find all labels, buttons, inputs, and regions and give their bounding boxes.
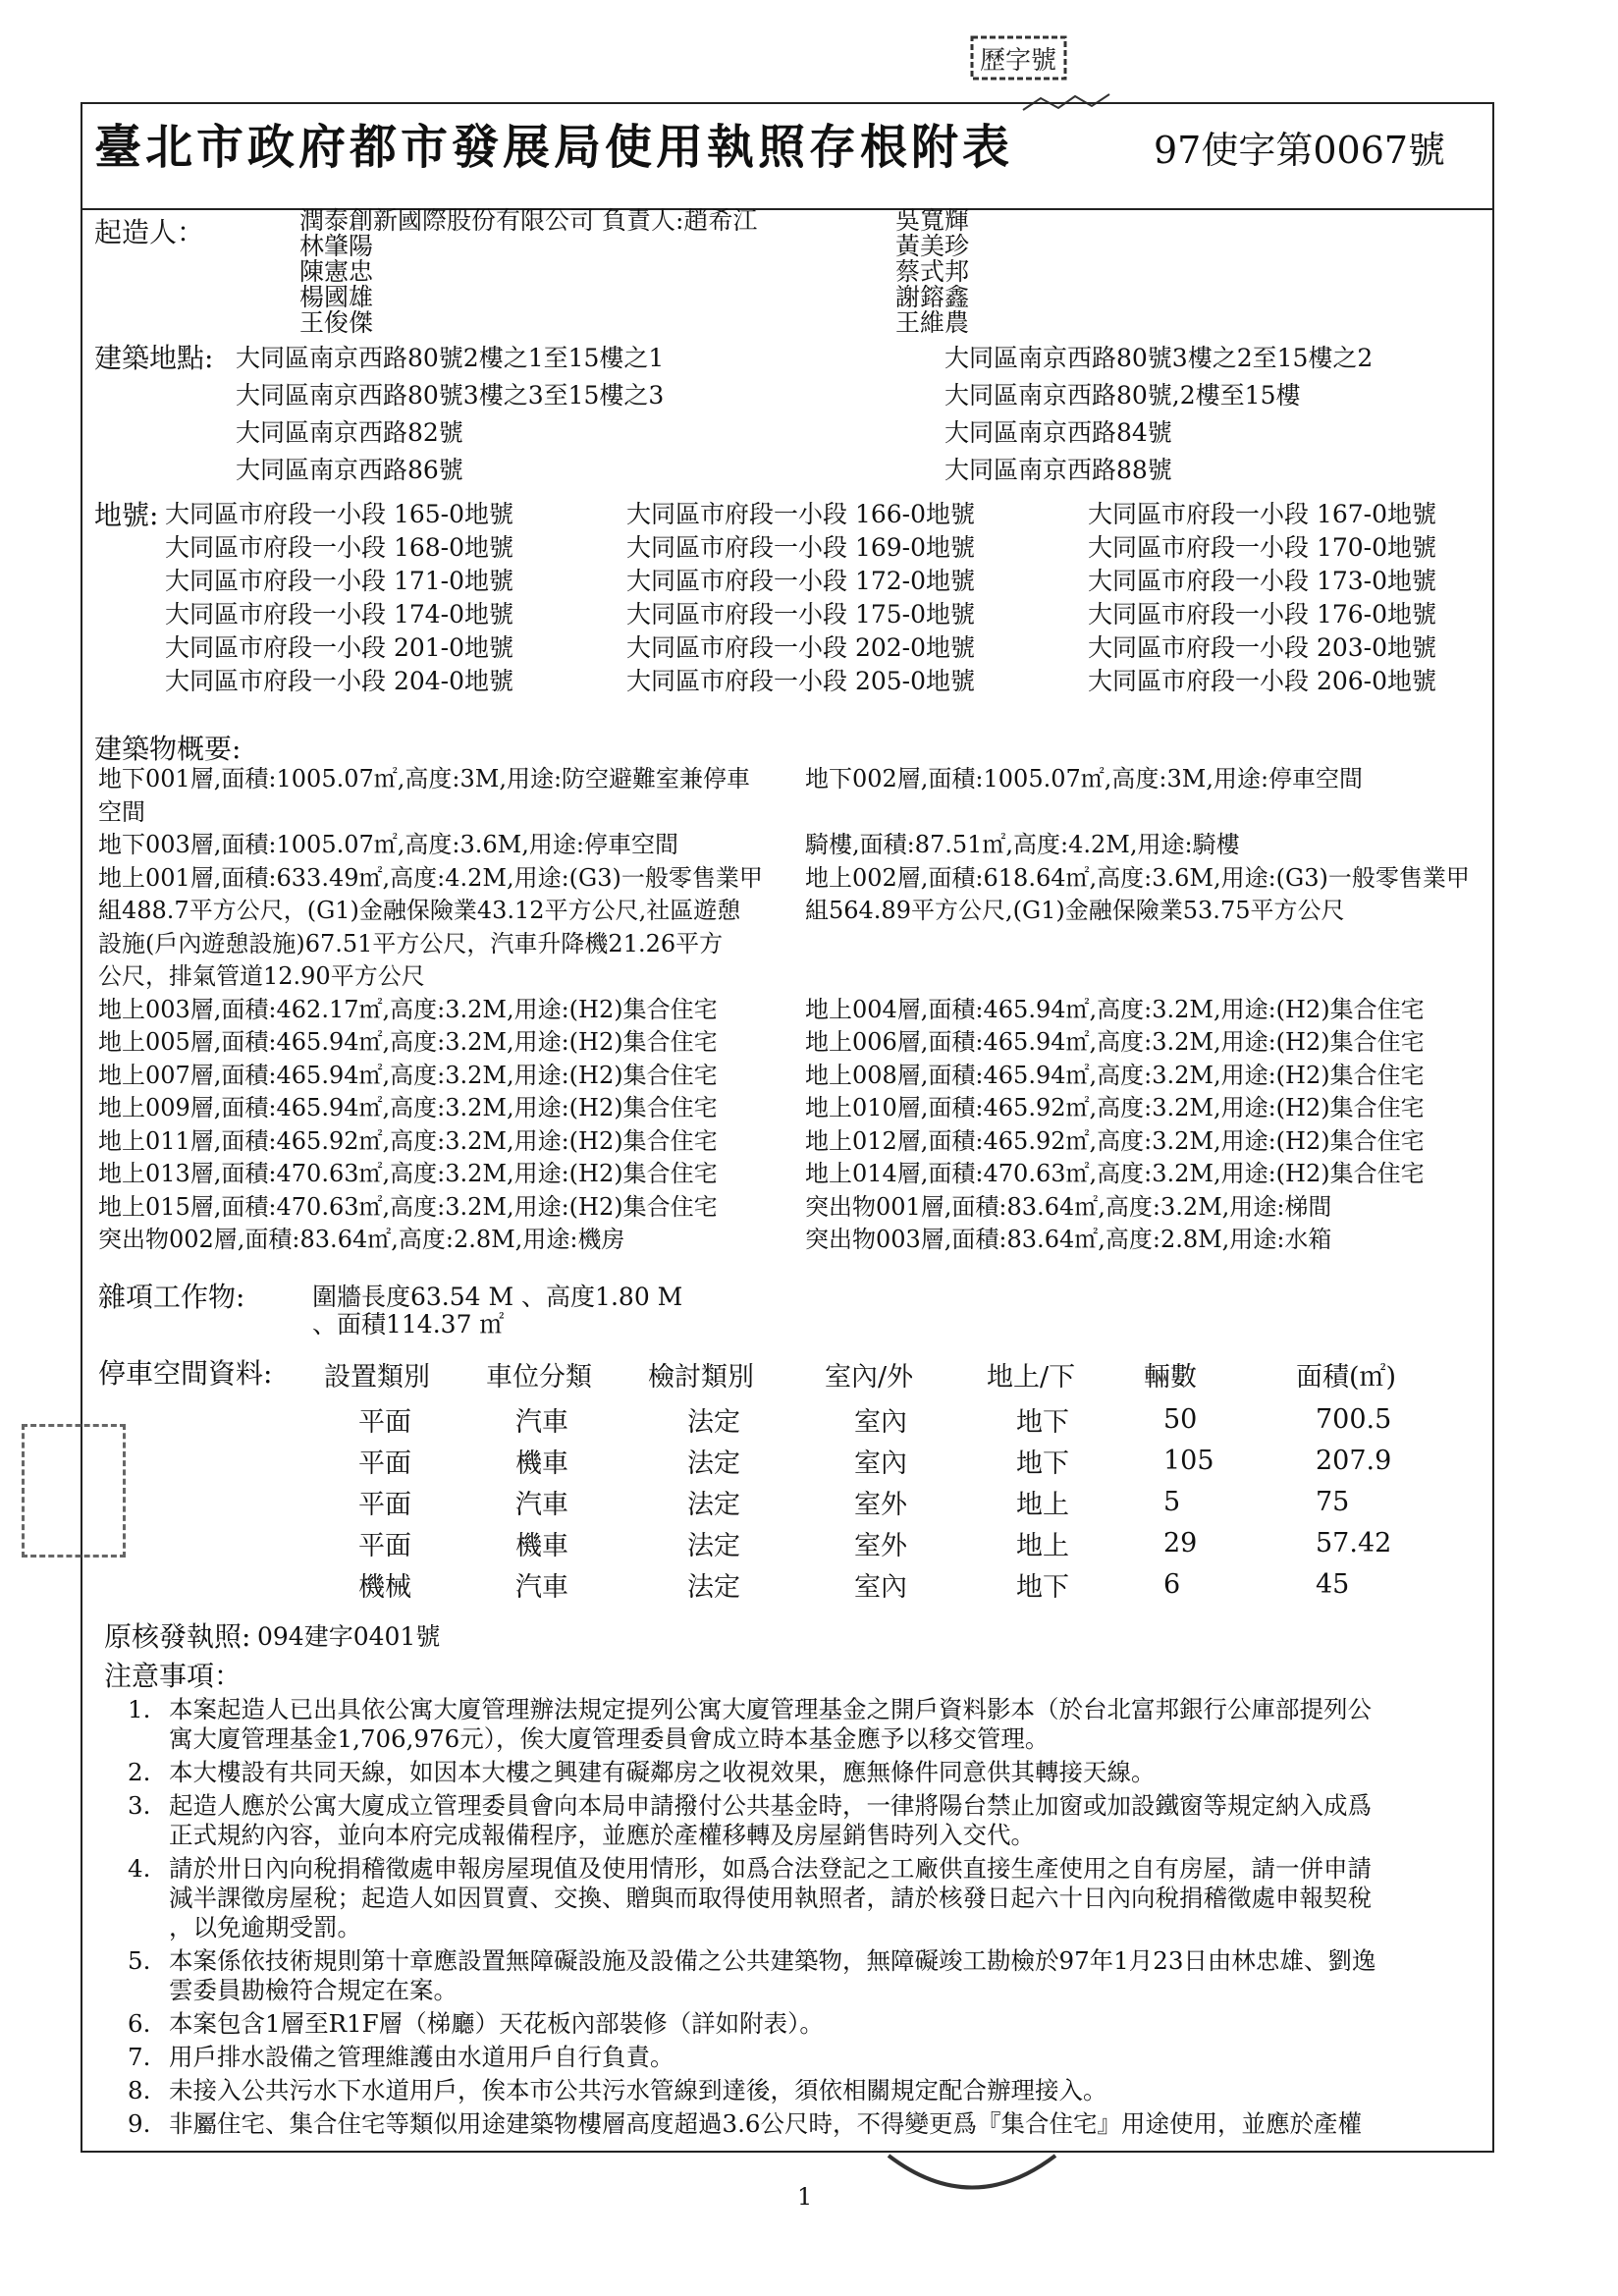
site-8: 大同區南京西路88號 — [944, 456, 1172, 484]
applicant-8: 蔡式邦 — [895, 257, 970, 286]
parking-cell: 機車 — [515, 1448, 568, 1479]
table-row — [324, 1481, 1414, 1522]
building-row-right: 地上014層,面積:470.63㎡,高度:3.2M,用途:(H2)集合住宅 — [805, 1160, 1425, 1187]
parking-cell: 105 — [1163, 1445, 1214, 1476]
lot-item: 大同區市府段一小段 204-0地號 — [165, 667, 514, 695]
parking-cell: 法定 — [687, 1530, 740, 1561]
parking-cell: 室內 — [854, 1448, 907, 1479]
misc-line-1: 圍牆長度63.54 M 、高度1.80 M — [312, 1283, 683, 1311]
note-item — [128, 2009, 1522, 2039]
note-number: 6. — [128, 2009, 151, 2038]
lot-label: 地號: — [94, 499, 159, 531]
side-seal-stamp — [22, 1424, 126, 1558]
site-3: 大同區南京西路80號3樓之3至15樓之3 — [236, 381, 665, 410]
parking-label: 停車空間資料: — [98, 1357, 273, 1390]
building-row-right — [805, 797, 1492, 829]
document-title: 臺北市政府都市發展局使用執照存根附表 — [94, 120, 1014, 175]
site-label: 建築地點: — [94, 342, 214, 374]
building-row-left: 地上011層,面積:465.92㎡,高度:3.2M,用途:(H2)集合住宅 — [98, 1126, 718, 1155]
building-row-left: 設施(戶內遊憩設施)67.51平方公尺，汽車升降機21.26平方 — [98, 929, 724, 957]
table-row — [324, 1522, 1414, 1563]
permit-number: 97使字第0067號 — [1154, 129, 1446, 172]
applicant-2: 林肇陽 — [299, 232, 374, 260]
parking-cell: 地下 — [1016, 1448, 1069, 1479]
note-line: 寓大廈管理基金1,706,976元），俟大廈管理委員會成立時本基金應予以移交管理。 — [169, 1724, 1050, 1753]
parking-header: 地上/下 — [987, 1361, 1076, 1393]
note-line: 用戶排水設備之管理維護由水道用戶自行負責。 — [169, 2043, 674, 2071]
note-line: 請於卅日內向稅捐稽徵處申報房屋現值及使用情形，如爲合法登記之工廠供直接生產使用之自有房屋，請一併申請 — [169, 1854, 1372, 1883]
building-row-right — [805, 961, 1492, 993]
note-item — [128, 1695, 1522, 1754]
lot-item: 大同區市府段一小段 203-0地號 — [1088, 633, 1437, 662]
lot-item: 大同區市府段一小段 173-0地號 — [1088, 567, 1437, 595]
building-row-left: 地上007層,面積:465.94㎡,高度:3.2M,用途:(H2)集合住宅 — [98, 1061, 718, 1089]
applicant-4: 楊國雄 — [299, 283, 374, 311]
page-number: 1 — [797, 2183, 813, 2211]
original-permit-value: 094建字0401號 — [257, 1622, 441, 1651]
parking-cell: 700.5 — [1316, 1403, 1392, 1435]
note-number: 5. — [128, 1946, 151, 1975]
parking-cell: 平面 — [358, 1448, 411, 1479]
lot-item: 大同區市府段一小段 206-0地號 — [1088, 667, 1437, 695]
note-item — [128, 2043, 1522, 2072]
parking-cell: 平面 — [358, 1530, 411, 1561]
parking-cell: 57.42 — [1316, 1527, 1392, 1558]
building-row-right: 地上012層,面積:465.92㎡,高度:3.2M,用途:(H2)集合住宅 — [805, 1126, 1425, 1155]
lot-item: 大同區市府段一小段 169-0地號 — [626, 533, 976, 562]
parking-cell: 50 — [1163, 1403, 1198, 1435]
parking-cell: 機械 — [358, 1571, 411, 1603]
site-7: 大同區南京西路86號 — [236, 456, 463, 484]
note-line: ，以免逾期受罰。 — [169, 1913, 361, 1941]
seal-text: 歷字號 — [979, 46, 1057, 76]
parking-cell: 5 — [1163, 1486, 1181, 1517]
building-row-right: 騎樓,面積:87.51㎡,高度:4.2M,用途:騎樓 — [805, 831, 1240, 858]
parking-cell: 平面 — [358, 1489, 411, 1520]
parking-cell: 地下 — [1016, 1571, 1069, 1603]
parking-table — [324, 1349, 1414, 1605]
applicant-5: 王俊傑 — [299, 308, 374, 337]
note-number: 3. — [128, 1791, 151, 1820]
parking-cell: 29 — [1163, 1527, 1198, 1558]
note-line: 本案起造人已出具依公寓大廈管理辦法規定提列公寓大廈管理基金之開戶資料影本（於台北富邦銀行公庫部提列公 — [169, 1695, 1372, 1723]
applicant-7: 黃美珍 — [895, 232, 970, 260]
table-row — [324, 1440, 1414, 1481]
parking-cell: 室外 — [854, 1530, 907, 1561]
note-number: 1. — [128, 1695, 151, 1723]
building-row-left: 地上005層,面積:465.94㎡,高度:3.2M,用途:(H2)集合住宅 — [98, 1028, 718, 1056]
building-row-right: 地上006層,面積:465.94㎡,高度:3.2M,用途:(H2)集合住宅 — [805, 1028, 1425, 1056]
note-number: 9. — [128, 2109, 151, 2138]
parking-cell: 室內 — [854, 1571, 907, 1603]
building-row-left: 地上015層,面積:470.63㎡,高度:3.2M,用途:(H2)集合住宅 — [98, 1192, 718, 1221]
parking-header: 設置類別 — [324, 1361, 430, 1393]
building-grid — [98, 764, 1492, 1256]
notes-label: 注意事項： — [104, 1660, 243, 1692]
lot-item: 大同區市府段一小段 168-0地號 — [165, 533, 514, 562]
note-number: 4. — [128, 1854, 151, 1883]
building-row-left: 地下001層,面積:1005.07㎡,高度:3M,用途:防空避難室兼停車 — [98, 765, 751, 793]
note-item — [128, 1946, 1522, 2005]
lot-item: 大同區市府段一小段 205-0地號 — [626, 667, 976, 695]
building-row-right: 突出物001層,面積:83.64㎡,高度:3.2M,用途:梯間 — [805, 1192, 1332, 1221]
parking-header: 輛數 — [1144, 1361, 1197, 1393]
parking-cell: 汽車 — [515, 1571, 568, 1603]
building-row-left: 突出物002層,面積:83.64㎡,高度:2.8M,用途:機房 — [98, 1226, 625, 1253]
lot-item: 大同區市府段一小段 176-0地號 — [1088, 600, 1437, 629]
building-label: 建築物概要: — [94, 733, 242, 765]
note-item — [128, 1854, 1522, 1942]
site-4: 大同區南京西路80號,2樓至15樓 — [944, 381, 1301, 410]
parking-cell: 6 — [1163, 1568, 1181, 1600]
misc-label: 雜項工作物: — [98, 1281, 245, 1313]
parking-cell: 法定 — [687, 1406, 740, 1438]
note-line: 本案包含1層至R1F層（梯廳）天花板內部裝修（詳如附表）。 — [169, 2009, 824, 2038]
parking-cell: 機車 — [515, 1530, 568, 1561]
parking-header: 室內/外 — [825, 1361, 914, 1393]
lot-item: 大同區市府段一小段 166-0地號 — [626, 500, 976, 528]
table-row — [324, 1398, 1414, 1440]
parking-cell: 汽車 — [515, 1406, 568, 1438]
note-line: 非屬住宅、集合住宅等類似用途建築物樓層高度超過3.6公尺時，不得變更爲『集合住宅』用途使用，並應於產權 — [169, 2109, 1362, 2138]
parking-cell: 45 — [1316, 1568, 1350, 1600]
parking-cell: 法定 — [687, 1489, 740, 1520]
site-6: 大同區南京西路84號 — [944, 418, 1172, 447]
building-row-right: 組564.89平方公尺,(G1)金融保險業53.75平方公尺 — [805, 897, 1345, 924]
lot-item: 大同區市府段一小段 172-0地號 — [626, 567, 976, 595]
note-line: 本大樓設有共同天線，如因本大樓之興建有礙鄰房之收視效果，應無條件同意供其轉接天線。 — [169, 1758, 1156, 1786]
lot-item: 大同區市府段一小段 167-0地號 — [1088, 500, 1437, 528]
building-row-left: 地上013層,面積:470.63㎡,高度:3.2M,用途:(H2)集合住宅 — [98, 1160, 718, 1187]
note-item — [128, 2109, 1522, 2139]
parking-cell: 室外 — [854, 1489, 907, 1520]
note-line: 起造人應於公寓大廈成立管理委員會向本局申請撥付公共基金時，一律將陽台禁止加窗或加設鐵窗等規定納入成爲 — [169, 1791, 1372, 1820]
note-line: 減半課徵房屋稅；起造人如因買賣、交換、贈與而取得使用執照者，請於核發日起六十日內向稅捐稽徵處申報契稅 — [169, 1884, 1372, 1912]
applicant-3: 陳憲忠 — [299, 257, 374, 286]
note-line: 未接入公共污水下水道用戶，俟本市公共污水管線到達後，須依相關規定配合辦理接入。 — [169, 2076, 1107, 2105]
site-5: 大同區南京西路82號 — [236, 418, 463, 447]
building-row-left: 地下003層,面積:1005.07㎡,高度:3.6M,用途:停車空間 — [98, 831, 678, 858]
applicant-label: 起造人： — [94, 216, 205, 248]
site-2: 大同區南京西路80號3樓之2至15樓之2 — [944, 344, 1374, 372]
notes-list — [128, 1695, 1522, 2143]
parking-cell: 平面 — [358, 1406, 411, 1438]
bottom-seal-arc — [884, 2151, 1060, 2200]
original-permit-label: 原核發執照: — [104, 1620, 251, 1653]
lot-grid — [165, 499, 1481, 696]
parking-cell: 汽車 — [515, 1489, 568, 1520]
building-row-left: 組488.7平方公尺，(G1)金融保險業43.12平方公尺,社區遊憩 — [98, 897, 741, 924]
parking-header: 面積(㎡) — [1296, 1361, 1397, 1393]
note-item — [128, 2076, 1522, 2105]
building-row-right — [805, 929, 1492, 960]
table-row — [324, 1563, 1414, 1605]
lot-item: 大同區市府段一小段 174-0地號 — [165, 600, 514, 629]
building-row-right: 突出物003層,面積:83.64㎡,高度:2.8M,用途:水箱 — [805, 1226, 1332, 1253]
top-seal-stamp — [967, 29, 1070, 86]
note-line: 正式規約內容，並向本府完成報備程序，並應於產權移轉及房屋銷售時列入交代。 — [169, 1821, 1035, 1849]
lot-item: 大同區市府段一小段 165-0地號 — [165, 500, 514, 528]
lot-item: 大同區市府段一小段 171-0地號 — [165, 567, 514, 595]
lot-item: 大同區市府段一小段 202-0地號 — [626, 633, 976, 662]
title-divider — [81, 208, 1494, 210]
building-row-left: 地上003層,面積:462.17㎡,高度:3.2M,用途:(H2)集合住宅 — [98, 995, 718, 1023]
applicant-9: 謝鎔鑫 — [895, 283, 970, 311]
lot-item: 大同區市府段一小段 201-0地號 — [165, 633, 514, 662]
parking-cell: 法定 — [687, 1571, 740, 1603]
parking-cell: 室內 — [854, 1406, 907, 1438]
note-item — [128, 1758, 1522, 1787]
misc-line-2: 、面積114.37 ㎡ — [312, 1310, 505, 1339]
parking-cell: 207.9 — [1316, 1445, 1392, 1476]
parking-header-row — [324, 1349, 1414, 1398]
building-row-right: 地下002層,面積:1005.07㎡,高度:3M,用途:停車空間 — [805, 765, 1364, 793]
applicant-1: 潤泰創新國際股份有限公司 負責人:趙希江 — [299, 206, 758, 235]
site-1: 大同區南京西路80號2樓之1至15樓之1 — [236, 344, 665, 372]
building-row-left: 地上009層,面積:465.94㎡,高度:3.2M,用途:(H2)集合住宅 — [98, 1094, 718, 1121]
building-row-right: 地上008層,面積:465.94㎡,高度:3.2M,用途:(H2)集合住宅 — [805, 1061, 1425, 1089]
building-row-right: 地上002層,面積:618.64㎡,高度:3.6M,用途:(G3)一般零售業甲 — [805, 863, 1470, 892]
building-row-left: 空間 — [98, 797, 145, 826]
parking-cell: 法定 — [687, 1448, 740, 1479]
lot-item: 大同區市府段一小段 175-0地號 — [626, 600, 976, 629]
note-item — [128, 1791, 1522, 1850]
note-number: 7. — [128, 2043, 151, 2071]
applicant-6: 吳寬輝 — [895, 206, 970, 235]
building-row-right: 地上004層,面積:465.94㎡,高度:3.2M,用途:(H2)集合住宅 — [805, 995, 1425, 1023]
note-line: 雲委員勘檢符合規定在案。 — [169, 1976, 458, 2004]
note-line: 本案係依技術規則第十章應設置無障礙設施及設備之公共建築物，無障礙竣工勘檢於97年1月23日由林忠雄、劉逸 — [169, 1946, 1376, 1975]
parking-cell: 地上 — [1016, 1530, 1069, 1561]
parking-header: 檢討類別 — [648, 1361, 754, 1393]
parking-cell: 地上 — [1016, 1489, 1069, 1520]
lot-item: 大同區市府段一小段 170-0地號 — [1088, 533, 1437, 562]
parking-header: 車位分類 — [486, 1361, 592, 1393]
building-row-right: 地上010層,面積:465.92㎡,高度:3.2M,用途:(H2)集合住宅 — [805, 1094, 1425, 1121]
applicant-10: 王維農 — [895, 308, 970, 337]
parking-cell: 75 — [1316, 1486, 1350, 1517]
parking-cell: 地下 — [1016, 1406, 1069, 1438]
note-number: 2. — [128, 1758, 151, 1786]
note-number: 8. — [128, 2076, 151, 2105]
building-row-left: 公尺，排氣管道12.90平方公尺 — [98, 962, 425, 990]
building-row-left: 地上001層,面積:633.49㎡,高度:4.2M,用途:(G3)一般零售業甲 — [98, 863, 763, 892]
